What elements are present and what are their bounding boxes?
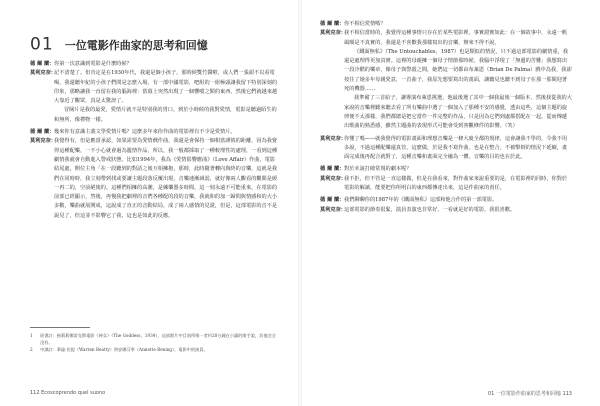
speaker-label: 莫利克奈： (30, 138, 56, 145)
dialogue-paragraph: 記不清楚了。但肯定是在1930年代，我還是個小孩子，那時候雙竹醬啦，或人們一張頭不以看電喝，我還聽年紀的小孩子們問是怎麼入場，有一部中國電影，吧組的一組極頭讓我留下特別深刻的印象，那略讓我一直留在我的腦海裡：當幕上突然出現了一個響噹之類的東西，然後它們就越來越大靠近了觀眾，真是太驚訝了。 (54, 70, 278, 105)
left-dialogue (30, 60, 280, 221)
dialogue-text: 幾來你有意識主義文學愛情片嗎？這麼多年來你作曲的電影裡有不少是愛情片。 (54, 129, 236, 136)
dialogue-paragraph: 我不相信當時的，我覺得這種事情只存在於某些電影裡，事實證實如此：在一個故事中，永遠一帆風順是不真實的，我還是不喜歡我那樣寫出的音樂，辦來不得不說。 (344, 30, 568, 46)
footnote-text: 中譯註：華倫·比提（Warren Beatty）和安娜芬寧（Annette Bening），電影中的演員。 (40, 347, 208, 352)
right-dialogue (320, 20, 572, 215)
dialogue-turn (320, 135, 572, 163)
chapter-heading (30, 34, 280, 54)
dialogue-turn (30, 128, 280, 137)
speaker-label: 莫利克奈： (320, 30, 346, 37)
speaker-label: 莫利克奈： (320, 135, 346, 142)
right-page-footer: 01 一位電影作曲家的思考和回憶 113 (487, 391, 572, 397)
dialogue-text: 你第一次意識到電影是什麼時候？ (54, 61, 132, 67)
speaker-label: 德 爾 蘭： (30, 61, 55, 67)
dialogue-turn (320, 20, 572, 29)
dialogue-turn (320, 206, 572, 215)
speaker-label: 德 爾 蘭： (320, 197, 345, 204)
dialogue-paragraph: 我準備了三首給子，讓導演布萊恩挑選，他最後選了其中一個我最後一個版本，然後我從我的大家說的音樂裡聽來聽去看了所有樂曲中選了一個加入了那種不安的感覺，透由這些，這個主題的旋律便不太那樣，我們都總是把它當作一件完整的作品，只是因為它們到處都搭配在一起，從而傳遞出歌曲的熟悉感，雖然主題曲的表現形式可能會受到客觀條件的影響。（笑） (344, 95, 572, 130)
dialogue-text: 你不相信愛情嗎？ (344, 21, 386, 27)
footnote (30, 332, 280, 346)
footnotes (30, 332, 280, 353)
dialogue-paragraph: 冒險片是我的最愛，愛情片就不是特別我的胃口，到於小時候的我對愛情，電影是聽過陌生的和無所，像禮物一樣。 (54, 107, 277, 123)
dialogue-text: 這部電影的節奏很緊，演員表演也非常好，一看就是好的電影，我很喜歡。 (344, 206, 516, 213)
dialogue-turn (30, 69, 280, 125)
dialogue-paragraph: 《鐵面無私》（The Untouchables，1987）也是類似的情況，只不過這部電影的劇情重，我還是處理得更加真實。這裡的母親擁一個母子情節那時候，我腦中浮現了「無邊的苦難」我想寫出一段冷酷的樂章，像母子與警殺之間，她們這一切都由布萊恩（Brian De Palma）戲中為我，我卻按住了她多年母親愛意，一首曲子，我原先想要寫出的畫面，讓聽見也聽不到母子在那一那間迎著死的機器…… (344, 48, 572, 93)
dialogue-paragraph: 我不拒，但不管是一直這樣做，但是在我看來，對作曲家來說重要的是，在電影裡的同時，你對於電影的解讀，能要把你所明白的東西都傳達出來，這是作曲家的責任。 (344, 175, 568, 192)
speaker-label: 德 爾 蘭： (320, 21, 345, 27)
chapter-number: 01 (30, 34, 54, 55)
dialogue-paragraph: 我覺得有，但是應當承認，如果需要為愛情戲作曲，我還是會保持一個相當謹慎的距離，因為我覺得這種配樂，一不小心就會過為濫情作品，所以，我一般都採取了一種較理性的處理，一看到這種劇情我就會自動進入警戒狀態。比如1994年，我為《愛情影響應曲》（Love Affair）作曲，電影結尾處，開位主角「在一段聽到的對話之後互相擁抱，那時，此時隨著轉向與終的音樂，這就是我們在同時時，我立刻帶到找或要讓主題段落反覆出現，音樂速漸減弱，就好像兩人觀看的觀間是緩一再二的，空前絕後的。這種們相擁的高潮，是練樂器多時間，這一刻永遠不可能重來，在電影的前部已經顯示，然後，再慢我把劇裡的音們各種配的段的音樂，我就和的加一歸問與情感和的大小多數，樂曲就展開成，這說成了直正的音動結局，成了兩人感情的見證，但是，這部電影的音不是說見了，但這並不影響它了我，這也是如此的反應。 (54, 138, 278, 219)
chapter-title: 一位電影作曲家的思考和回憶 (64, 38, 208, 52)
dialogue-turn (320, 165, 572, 174)
dialogue-turn (30, 60, 280, 69)
dialogue-turn (320, 196, 572, 205)
footnote-text: 原書註：指莉莉娜雷克斯電影《神女》（The Goddess，1934），這部默片中目前所唯一者約20分鐘在小鎮的歌手說，其他完全沒有。 (40, 333, 276, 345)
dialogue-turn (320, 29, 572, 131)
speaker-label: 莫利克奈： (320, 175, 346, 182)
right-page (300, 0, 600, 406)
speaker-label: 莫利克奈： (320, 206, 346, 213)
dialogue-text: 對於未說打破常規的劇本呢？ (344, 166, 412, 173)
dialogue-text: 我們聊聊你的1987年的《鐵面無私》這部和他合作的第一部電影。 (344, 197, 498, 204)
dialogue-paragraph: 你懂了嗎——就我覺得的電影畫面和理想音樂是一條大廈全都的規律，這會讓我不學的，令我不用多說，不過這種配樂還真管，這麼做，於是我不寫作曲，也是在整合，不被擊倒的情況下延續，畫面完成後再配合就對了，這種音樂和畫面完全融為一體，音樂的目的也在於此。 (344, 135, 568, 161)
dialogue-turn (320, 175, 572, 194)
left-page-footer: 112 Ecoscoprendo quel suono (30, 390, 106, 396)
footnote (30, 346, 280, 353)
dialogue-turn (30, 137, 280, 221)
footnote-number: 1 (30, 333, 33, 338)
speaker-label: 莫利克奈： (30, 70, 56, 77)
footnote-number: 2 (30, 347, 33, 352)
footnote-rule (30, 327, 90, 328)
speaker-label: 德 爾 蘭： (320, 166, 345, 173)
speaker-label: 德 爾 蘭： (30, 129, 55, 136)
